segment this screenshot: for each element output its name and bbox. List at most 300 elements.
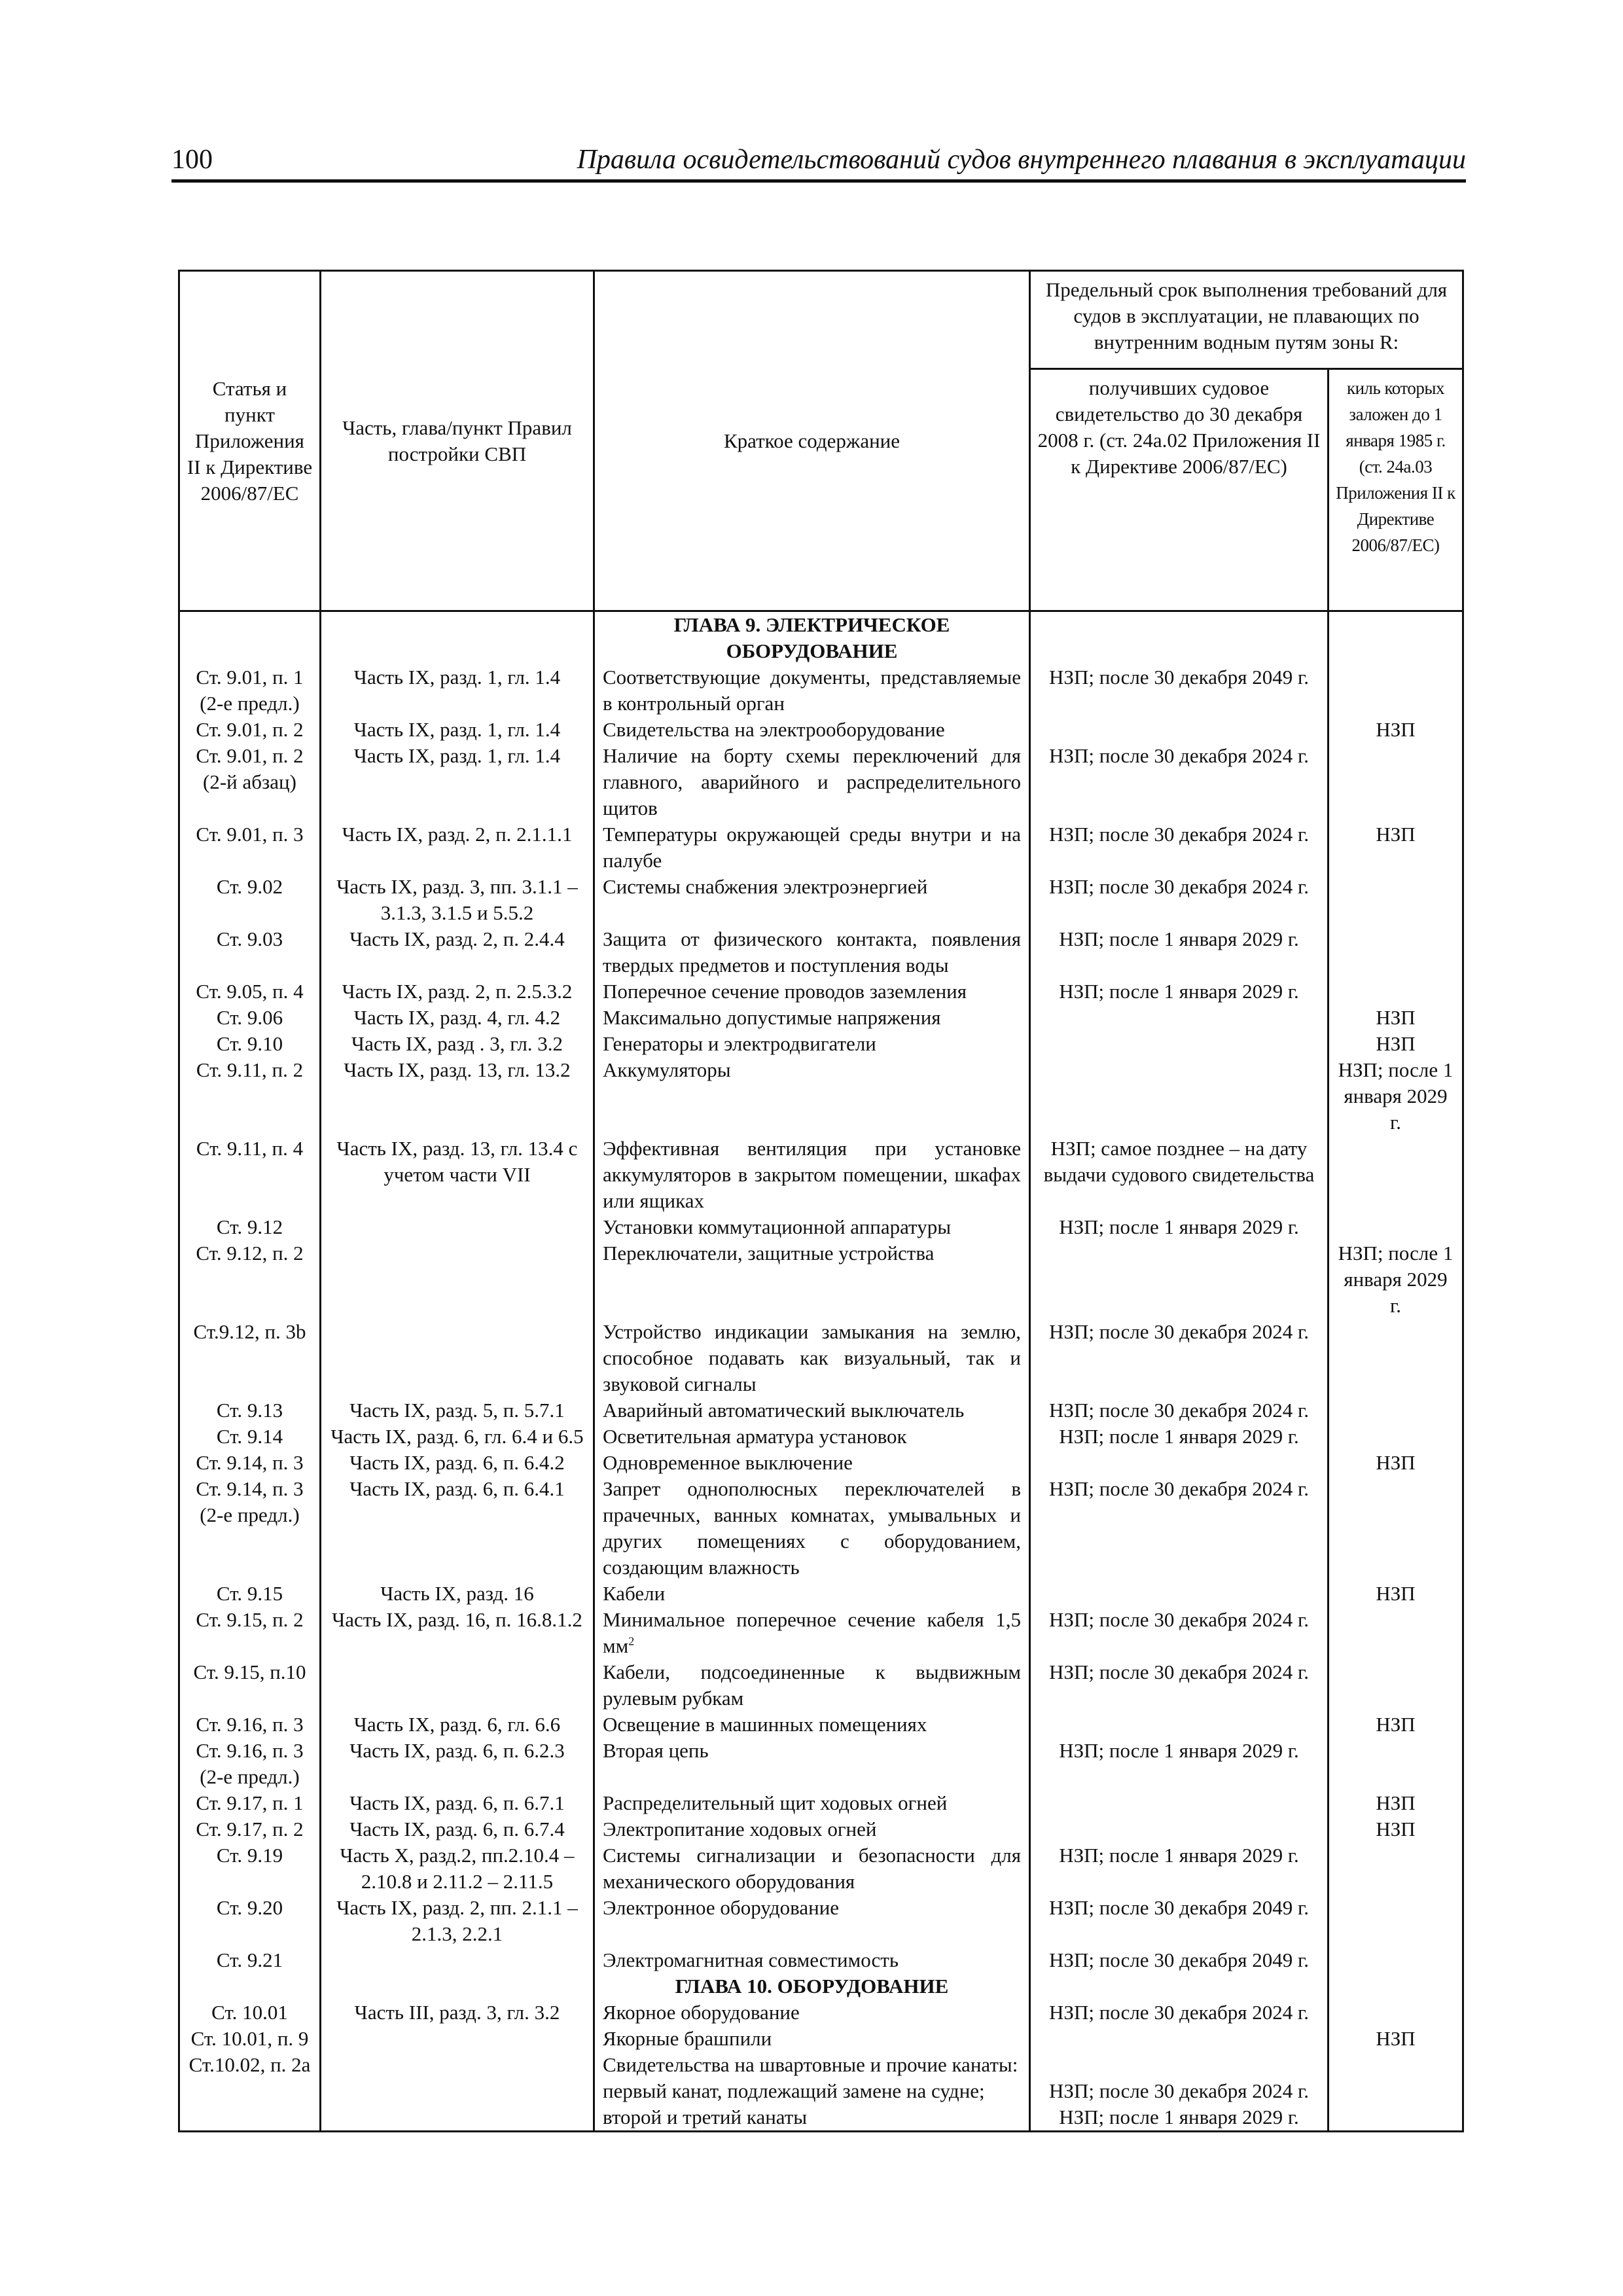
table-row bbox=[179, 2000, 1463, 2026]
keel-deadline-cell bbox=[1329, 1659, 1463, 1712]
description-cell-text: Свидетельства на электрооборудование bbox=[603, 718, 945, 741]
article-cell-text: Ст. 9.17, п. 1 bbox=[196, 1791, 304, 1814]
part-cell bbox=[321, 874, 594, 926]
header-deadline-2008: получивших судовое свидетельство до 30 декабря 2008 г. (ст. 24а.02 Приложения II к Директиве 2006/87/ЕС) bbox=[1030, 369, 1329, 611]
description-cell-text: Аккумуляторы bbox=[603, 1058, 731, 1081]
article-cell-text: Ст. 9.11, п. 2 bbox=[196, 1058, 304, 1081]
article-cell bbox=[179, 1450, 321, 1476]
article-cell-text: Ст. 9.01, п. 2 bbox=[196, 718, 304, 741]
deadline-cell bbox=[1030, 1397, 1329, 1424]
deadline-cell-text: НЗП; после 1 января 2029 г. bbox=[1059, 1739, 1299, 1762]
article-cell-text: Ст. 9.15 bbox=[216, 1582, 283, 1605]
part-cell-text: Часть IX, разд. 6, гл. 6.6 bbox=[353, 1713, 561, 1736]
keel-deadline-cell bbox=[1329, 2052, 1463, 2078]
article-cell-text: Ст. 9.19 bbox=[216, 1844, 283, 1867]
table-row bbox=[179, 926, 1463, 978]
header-part: Часть, глава/пункт Правил постройки СВП bbox=[321, 271, 594, 611]
keel-deadline-cell bbox=[1329, 2000, 1463, 2026]
description-cell bbox=[594, 2052, 1030, 2078]
article-cell-text: Ст. 9.14, п. 3 bbox=[196, 1451, 304, 1474]
part-cell bbox=[321, 2104, 594, 2132]
table-row bbox=[179, 978, 1463, 1005]
part-cell bbox=[321, 1057, 594, 1136]
keel-deadline-cell bbox=[1329, 1424, 1463, 1450]
description-cell bbox=[594, 1057, 1030, 1136]
keel-deadline-cell bbox=[1329, 1816, 1463, 1842]
keel-deadline-cell bbox=[1329, 1842, 1463, 1895]
description-cell-text: Защита от физического контакта, появления твердых предметов и поступления воды bbox=[603, 927, 1021, 977]
deadline-cell bbox=[1030, 1659, 1329, 1712]
part-cell bbox=[321, 1659, 594, 1712]
article-cell bbox=[179, 1319, 321, 1397]
table-row bbox=[179, 1240, 1463, 1319]
article-cell-text: Ст. 9.02 bbox=[216, 875, 283, 898]
article-cell-text: Ст. 9.06 bbox=[216, 1006, 283, 1029]
article-cell bbox=[179, 821, 321, 874]
keel-deadline-cell bbox=[1329, 1607, 1463, 1659]
part-cell bbox=[321, 1947, 594, 1973]
deadline-cell-text: НЗП; после 1 января 2029 г. bbox=[1059, 1844, 1299, 1867]
description-cell bbox=[594, 1476, 1030, 1581]
requirements-table bbox=[178, 270, 1464, 2132]
part-cell bbox=[321, 1476, 594, 1581]
keel-deadline-cell bbox=[1329, 2026, 1463, 2052]
description-cell-text: Генераторы и электродвигатели bbox=[603, 1032, 876, 1055]
keel-deadline-cell bbox=[1329, 1397, 1463, 1424]
description-cell-text: Электронное оборудование bbox=[603, 1896, 840, 1919]
part-cell bbox=[321, 1895, 594, 1947]
keel-deadline-cell bbox=[1329, 874, 1463, 926]
table-row bbox=[179, 1319, 1463, 1397]
description-cell bbox=[594, 611, 1030, 665]
part-cell bbox=[321, 1136, 594, 1214]
part-cell-text: Часть IX, разд. 6, п. 6.2.3 bbox=[349, 1739, 565, 1762]
keel-deadline-cell bbox=[1329, 1240, 1463, 1319]
article-cell bbox=[179, 1136, 321, 1214]
keel-deadline-cell bbox=[1329, 1136, 1463, 1214]
table-row bbox=[179, 1214, 1463, 1240]
deadline-cell bbox=[1030, 1738, 1329, 1790]
article-cell bbox=[179, 611, 321, 665]
article-cell-text: Ст.9.12, п. 3b bbox=[193, 1320, 306, 1343]
deadline-cell-text: НЗП; после 30 декабря 2024 г. bbox=[1049, 875, 1309, 898]
description-cell bbox=[594, 1424, 1030, 1450]
table-row bbox=[179, 1005, 1463, 1031]
part-cell bbox=[321, 664, 594, 717]
keel-deadline-cell-text: НЗП; после 1 января 2029 г. bbox=[1338, 1058, 1454, 1134]
description-cell bbox=[594, 2078, 1030, 2104]
deadline-cell bbox=[1030, 743, 1329, 821]
description-cell-text: Максимально допустимые напряжения bbox=[603, 1006, 941, 1029]
part-cell-text: Часть IX, разд. 4, гл. 4.2 bbox=[353, 1006, 561, 1029]
article-cell-text: Ст. 9.10 bbox=[216, 1032, 283, 1055]
table-row bbox=[179, 1816, 1463, 1842]
keel-deadline-cell-text: НЗП bbox=[1376, 2027, 1416, 2050]
part-cell bbox=[321, 1319, 594, 1397]
keel-deadline-cell bbox=[1329, 1319, 1463, 1397]
description-cell bbox=[594, 664, 1030, 717]
keel-deadline-cell bbox=[1329, 1450, 1463, 1476]
keel-deadline-cell-text: НЗП bbox=[1376, 1451, 1416, 1474]
deadline-cell-text: НЗП; после 30 декабря 2024 г. bbox=[1049, 2001, 1309, 2024]
part-cell bbox=[321, 2026, 594, 2052]
keel-deadline-cell bbox=[1329, 717, 1463, 743]
part-cell bbox=[321, 1005, 594, 1031]
part-cell bbox=[321, 743, 594, 821]
deadline-cell-text: НЗП; после 30 декабря 2049 г. bbox=[1049, 666, 1309, 689]
description-cell-text: Вторая цепь bbox=[603, 1739, 709, 1762]
part-cell bbox=[321, 2000, 594, 2026]
keel-deadline-cell bbox=[1329, 926, 1463, 978]
deadline-cell-text: НЗП; после 1 января 2029 г. bbox=[1059, 927, 1299, 950]
part-cell bbox=[321, 926, 594, 978]
keel-deadline-cell bbox=[1329, 1738, 1463, 1790]
article-cell-text: Ст. 9.12, п. 2 bbox=[196, 1242, 304, 1265]
article-cell bbox=[179, 1057, 321, 1136]
deadline-cell-text: НЗП; после 30 декабря 2024 г. bbox=[1049, 1608, 1309, 1631]
keel-deadline-cell-text: НЗП bbox=[1376, 1713, 1416, 1736]
article-cell-text: Ст. 9.20 bbox=[216, 1896, 283, 1919]
article-cell-text: Ст. 9.13 bbox=[216, 1399, 283, 1422]
deadline-cell-text: НЗП; после 30 декабря 2024 г. bbox=[1049, 1477, 1309, 1500]
description-cell bbox=[594, 2000, 1030, 2026]
superscript: 2 bbox=[628, 1634, 635, 1648]
description-cell bbox=[594, 1738, 1030, 1790]
article-cell bbox=[179, 1397, 321, 1424]
deadline-cell bbox=[1030, 1581, 1329, 1607]
deadline-cell bbox=[1030, 1005, 1329, 1031]
article-cell bbox=[179, 1659, 321, 1712]
description-cell-text: Установки коммутационной аппаратуры bbox=[603, 1215, 952, 1238]
article-cell-text: Ст. 9.15, п.10 bbox=[193, 1660, 306, 1683]
deadline-cell-text: НЗП; после 30 декабря 2049 г. bbox=[1049, 1948, 1309, 1971]
deadline-cell bbox=[1030, 1712, 1329, 1738]
deadline-cell bbox=[1030, 1057, 1329, 1136]
deadline-cell bbox=[1030, 1240, 1329, 1319]
article-cell bbox=[179, 978, 321, 1005]
article-cell-text: Ст. 9.14 bbox=[216, 1425, 283, 1448]
header-article: Статья и пункт Приложения II к Директиве 2006/87/ЕС bbox=[179, 271, 321, 611]
part-cell-text: Часть IX, разд. 16 bbox=[380, 1582, 534, 1605]
description-cell bbox=[594, 1790, 1030, 1816]
chapter-heading-row bbox=[179, 1973, 1463, 2000]
article-cell-text: Ст. 10.01, п. 9 bbox=[190, 2027, 309, 2050]
description-cell-text: ГЛАВА 9. ЭЛЕКТРИЧЕСКОЕ ОБОРУДОВАНИЕ bbox=[673, 613, 950, 662]
part-cell-text: Часть IX, разд. 6, п. 6.7.4 bbox=[349, 1818, 565, 1840]
article-cell bbox=[179, 926, 321, 978]
deadline-cell bbox=[1030, 874, 1329, 926]
deadline-cell bbox=[1030, 926, 1329, 978]
article-cell bbox=[179, 1790, 321, 1816]
article-cell-text: Ст. 9.05, п. 4 bbox=[196, 980, 304, 1003]
article-cell bbox=[179, 1240, 321, 1319]
article-cell bbox=[179, 1031, 321, 1057]
table-row bbox=[179, 743, 1463, 821]
table-row bbox=[179, 1424, 1463, 1450]
keel-deadline-cell bbox=[1329, 1476, 1463, 1581]
article-cell bbox=[179, 1738, 321, 1790]
header-content: Краткое содержание bbox=[594, 271, 1030, 611]
part-cell-text: Часть IX, разд. 2, п. 2.4.4 bbox=[349, 927, 565, 950]
deadline-cell-text: НЗП; после 30 декабря 2024 г. bbox=[1049, 1660, 1309, 1683]
description-cell-text: Распределительный щит ходовых огней bbox=[603, 1791, 948, 1814]
article-cell-text: Ст. 10.01 bbox=[211, 2001, 288, 2024]
deadline-cell-text: НЗП; после 30 декабря 2024 г. bbox=[1049, 744, 1309, 767]
keel-deadline-cell-text: НЗП bbox=[1376, 718, 1416, 741]
part-cell bbox=[321, 1424, 594, 1450]
keel-deadline-cell bbox=[1329, 1947, 1463, 1973]
description-cell-text: Свидетельства на швартовные и прочие канаты: bbox=[603, 2053, 1018, 2076]
description-cell bbox=[594, 1240, 1030, 1319]
deadline-cell bbox=[1030, 1476, 1329, 1581]
table-row bbox=[179, 1790, 1463, 1816]
description-cell bbox=[594, 1816, 1030, 1842]
article-cell bbox=[179, 2078, 321, 2104]
table-row bbox=[179, 1842, 1463, 1895]
part-cell-text: Часть IX, разд. 1, гл. 1.4 bbox=[353, 718, 561, 741]
description-cell-text: ГЛАВА 10. ОБОРУДОВАНИЕ bbox=[675, 1975, 949, 1998]
article-cell-text: Ст. 9.01, п. 1 (2-е предл.) bbox=[196, 666, 304, 715]
deadline-cell-text: НЗП; после 1 января 2029 г. bbox=[1059, 980, 1299, 1003]
description-cell bbox=[594, 1842, 1030, 1895]
description-cell-text: Системы снабжения электроэнергией bbox=[603, 875, 928, 898]
running-title: Правила освидетельствований судов внутреннего плавания в эксплуатации bbox=[577, 145, 1466, 175]
deadline-cell bbox=[1030, 2078, 1329, 2104]
keel-deadline-cell-text: НЗП; после 1 января 2029 г. bbox=[1338, 1242, 1454, 1317]
description-cell bbox=[594, 1031, 1030, 1057]
part-cell-text: Часть IX, разд. 16, п. 16.8.1.2 bbox=[332, 1608, 582, 1631]
article-cell bbox=[179, 1214, 321, 1240]
deadline-cell bbox=[1030, 1842, 1329, 1895]
description-cell-text: Соответствующие документы, представляемые в контрольный орган bbox=[603, 666, 1021, 715]
deadline-cell-text: НЗП; после 30 декабря 2024 г. bbox=[1049, 1320, 1309, 1343]
deadline-cell bbox=[1030, 1424, 1329, 1450]
part-cell bbox=[321, 1738, 594, 1790]
part-cell bbox=[321, 1790, 594, 1816]
part-cell-text: Часть IX, разд. 2, п. 2.5.3.2 bbox=[342, 980, 573, 1003]
keel-deadline-cell-text: НЗП bbox=[1376, 1006, 1416, 1029]
table-row bbox=[179, 717, 1463, 743]
description-cell bbox=[594, 1947, 1030, 1973]
table-row bbox=[179, 1712, 1463, 1738]
deadline-cell bbox=[1030, 2104, 1329, 2132]
keel-deadline-cell bbox=[1329, 1973, 1463, 2000]
article-cell bbox=[179, 1816, 321, 1842]
description-cell-text: Запрет однополюсных переключателей в прачечных, ванных комнатах, умывальных и других помещениях с оборудованием, создающим влажность bbox=[603, 1477, 1021, 1579]
keel-deadline-cell bbox=[1329, 1005, 1463, 1031]
description-cell bbox=[594, 1973, 1030, 2000]
article-cell-text: Ст. 9.15, п. 2 bbox=[196, 1608, 304, 1631]
keel-deadline-cell bbox=[1329, 611, 1463, 665]
part-cell bbox=[321, 1816, 594, 1842]
table-row bbox=[179, 2026, 1463, 2052]
description-cell-text: Температуры окружающей среды внутри и на палубе bbox=[603, 823, 1021, 872]
deadline-cell-text: НЗП; после 1 января 2029 г. bbox=[1059, 1425, 1299, 1448]
article-cell-text: Ст. 9.03 bbox=[216, 927, 283, 950]
description-cell-text: Наличие на борту схемы переключений для главного, аварийного и распределительного щитов bbox=[603, 744, 1021, 819]
description-cell bbox=[594, 926, 1030, 978]
keel-deadline-cell bbox=[1329, 743, 1463, 821]
description-cell-text: Кабели bbox=[603, 1582, 666, 1605]
description-cell-text: Осветительная арматура установок bbox=[603, 1425, 907, 1448]
part-cell-text: Часть IX, разд. 3, пп. 3.1.1 – 3.1.3, 3.1.5 и 5.5.2 bbox=[336, 875, 578, 924]
table-body bbox=[179, 611, 1463, 2132]
description-cell-text: Якорное оборудование bbox=[603, 2001, 800, 2024]
table-row bbox=[179, 2052, 1463, 2078]
deadline-cell bbox=[1030, 821, 1329, 874]
description-cell bbox=[594, 1214, 1030, 1240]
deadline-cell bbox=[1030, 1031, 1329, 1057]
article-cell bbox=[179, 717, 321, 743]
table-row bbox=[179, 1031, 1463, 1057]
part-cell bbox=[321, 2078, 594, 2104]
article-cell-text: Ст. 9.21 bbox=[216, 1948, 283, 1971]
table-header bbox=[179, 271, 1463, 611]
deadline-cell bbox=[1030, 1319, 1329, 1397]
deadline-cell bbox=[1030, 1895, 1329, 1947]
deadline-cell bbox=[1030, 978, 1329, 1005]
table-row bbox=[179, 1581, 1463, 1607]
part-cell bbox=[321, 1397, 594, 1424]
part-cell-text: Часть IX, разд . 3, гл. 3.2 bbox=[351, 1032, 563, 1055]
description-cell bbox=[594, 1397, 1030, 1424]
article-cell bbox=[179, 1842, 321, 1895]
deadline-cell-text: НЗП; после 30 декабря 2024 г. bbox=[1049, 2079, 1309, 2102]
part-cell-text: Часть X, разд.2, пп.2.10.4 – 2.10.8 и 2.11.2 – 2.11.5 bbox=[340, 1844, 575, 1893]
part-cell-text: Часть IX, разд. 5, п. 5.7.1 bbox=[349, 1399, 565, 1422]
part-cell-text: Часть IX, разд. 2, п. 2.1.1.1 bbox=[342, 823, 573, 846]
description-cell-text: Освещение в машинных помещениях bbox=[603, 1713, 927, 1736]
description-cell-text: второй и третий канаты bbox=[603, 2106, 808, 2128]
article-cell-text: Ст. 9.01, п. 3 bbox=[196, 823, 304, 846]
part-cell bbox=[321, 1607, 594, 1659]
deadline-cell-text: НЗП; после 30 декабря 2049 г. bbox=[1049, 1896, 1309, 1919]
article-cell bbox=[179, 664, 321, 717]
description-cell bbox=[594, 1607, 1030, 1659]
description-cell-text: Якорные брашпили bbox=[603, 2027, 772, 2050]
deadline-cell-text: НЗП; самое позднее – на дату выдачи судового свидетельства bbox=[1043, 1137, 1315, 1186]
description-cell-text: Переключатели, защитные устройства bbox=[603, 1242, 935, 1265]
part-cell bbox=[321, 1712, 594, 1738]
description-cell bbox=[594, 1319, 1030, 1397]
part-cell-text: Часть III, разд. 3, гл. 3.2 bbox=[354, 2001, 560, 2024]
table-row bbox=[179, 1136, 1463, 1214]
description-cell bbox=[594, 1450, 1030, 1476]
article-cell bbox=[179, 1973, 321, 2000]
table-row bbox=[179, 664, 1463, 717]
keel-deadline-cell bbox=[1329, 978, 1463, 1005]
description-cell bbox=[594, 821, 1030, 874]
deadline-cell-text: НЗП; после 1 января 2029 г. bbox=[1059, 1215, 1299, 1238]
deadline-cell bbox=[1030, 1214, 1329, 1240]
table-row bbox=[179, 1738, 1463, 1790]
part-cell-text: Часть IX, разд. 2, пп. 2.1.1 – 2.1.3, 2.2.1 bbox=[336, 1896, 578, 1945]
part-cell bbox=[321, 1214, 594, 1240]
keel-deadline-cell-text: НЗП bbox=[1376, 823, 1416, 846]
article-cell-text: Ст. 9.16, п. 3 bbox=[196, 1713, 304, 1736]
keel-deadline-cell bbox=[1329, 2078, 1463, 2104]
part-cell-text: Часть IX, разд. 1, гл. 1.4 bbox=[353, 744, 561, 767]
page-number: 100 bbox=[171, 145, 213, 175]
description-cell-text: Устройство индикации замыкания на землю, способное подавать как визуальный, так и звуковой сигналы bbox=[603, 1320, 1021, 1395]
keel-deadline-cell bbox=[1329, 1057, 1463, 1136]
article-cell-text: Ст. 9.11, п. 4 bbox=[196, 1137, 304, 1160]
description-cell-text: Кабели, подсоединенные к выдвижным рулевым рубкам bbox=[603, 1660, 1021, 1710]
deadline-cell bbox=[1030, 1450, 1329, 1476]
table-row bbox=[179, 1450, 1463, 1476]
table-row bbox=[179, 1476, 1463, 1581]
article-cell-text: Ст. 9.01, п. 2 (2-й абзац) bbox=[196, 744, 304, 793]
keel-deadline-cell bbox=[1329, 1712, 1463, 1738]
deadline-cell bbox=[1030, 664, 1329, 717]
deadline-cell-text: НЗП; после 30 декабря 2024 г. bbox=[1049, 1399, 1309, 1422]
article-cell bbox=[179, 2026, 321, 2052]
description-cell bbox=[594, 743, 1030, 821]
part-cell bbox=[321, 1031, 594, 1057]
description-cell bbox=[594, 1581, 1030, 1607]
header-deadline-group: Предельный срок выполнения требований для судов в эксплуатации, не плавающих по внутренним водным путям зоны R: bbox=[1030, 271, 1463, 369]
part-cell-text: Часть IX, разд. 6, п. 6.4.2 bbox=[349, 1451, 565, 1474]
description-cell bbox=[594, 1659, 1030, 1712]
description-cell-text: Поперечное сечение проводов заземления bbox=[603, 980, 967, 1003]
page-header bbox=[171, 143, 1466, 183]
description-cell bbox=[594, 717, 1030, 743]
description-cell bbox=[594, 1005, 1030, 1031]
part-cell-text: Часть IX, разд. 6, п. 6.7.1 bbox=[349, 1791, 565, 1814]
part-cell-text: Часть IX, разд. 13, гл. 13.4 с учетом части VII bbox=[336, 1137, 578, 1186]
article-cell bbox=[179, 1947, 321, 1973]
part-cell bbox=[321, 1973, 594, 2000]
table-row bbox=[179, 1397, 1463, 1424]
article-cell-text: Ст.10.02, п. 2а bbox=[188, 2053, 311, 2076]
deadline-cell-text: НЗП; после 1 января 2029 г. bbox=[1059, 2106, 1299, 2128]
description-cell-text: Электропитание ходовых огней bbox=[603, 1818, 877, 1840]
article-cell bbox=[179, 1005, 321, 1031]
part-cell bbox=[321, 1842, 594, 1895]
article-cell bbox=[179, 1476, 321, 1581]
article-cell-text: Ст. 9.17, п. 2 bbox=[196, 1818, 304, 1840]
description-cell-text: Аварийный автоматический выключатель bbox=[603, 1399, 965, 1422]
table-row bbox=[179, 2104, 1463, 2132]
description-cell-text: Системы сигнализации и безопасности для механического оборудования bbox=[603, 1844, 1021, 1893]
article-cell bbox=[179, 2052, 321, 2078]
part-cell bbox=[321, 2052, 594, 2078]
keel-deadline-cell-text: НЗП bbox=[1376, 1582, 1416, 1605]
description-cell bbox=[594, 874, 1030, 926]
article-cell-text: Ст. 9.12 bbox=[216, 1215, 283, 1238]
keel-deadline-cell bbox=[1329, 1895, 1463, 1947]
part-cell bbox=[321, 1450, 594, 1476]
keel-deadline-cell bbox=[1329, 1790, 1463, 1816]
description-cell bbox=[594, 1712, 1030, 1738]
part-cell bbox=[321, 1240, 594, 1319]
article-cell bbox=[179, 874, 321, 926]
description-cell-text: Электромагнитная совместимость bbox=[603, 1948, 899, 1971]
description-cell bbox=[594, 2104, 1030, 2132]
deadline-cell bbox=[1030, 611, 1329, 665]
table-row bbox=[179, 1659, 1463, 1712]
keel-deadline-cell-text: НЗП bbox=[1376, 1791, 1416, 1814]
table-row bbox=[179, 1895, 1463, 1947]
deadline-cell bbox=[1030, 1973, 1329, 2000]
table-row bbox=[179, 821, 1463, 874]
article-cell bbox=[179, 2000, 321, 2026]
article-cell-text: Ст. 9.14, п. 3 (2-е предл.) bbox=[196, 1477, 304, 1526]
description-cell bbox=[594, 2026, 1030, 2052]
table-row bbox=[179, 1947, 1463, 1973]
table-row bbox=[179, 874, 1463, 926]
deadline-cell bbox=[1030, 1816, 1329, 1842]
